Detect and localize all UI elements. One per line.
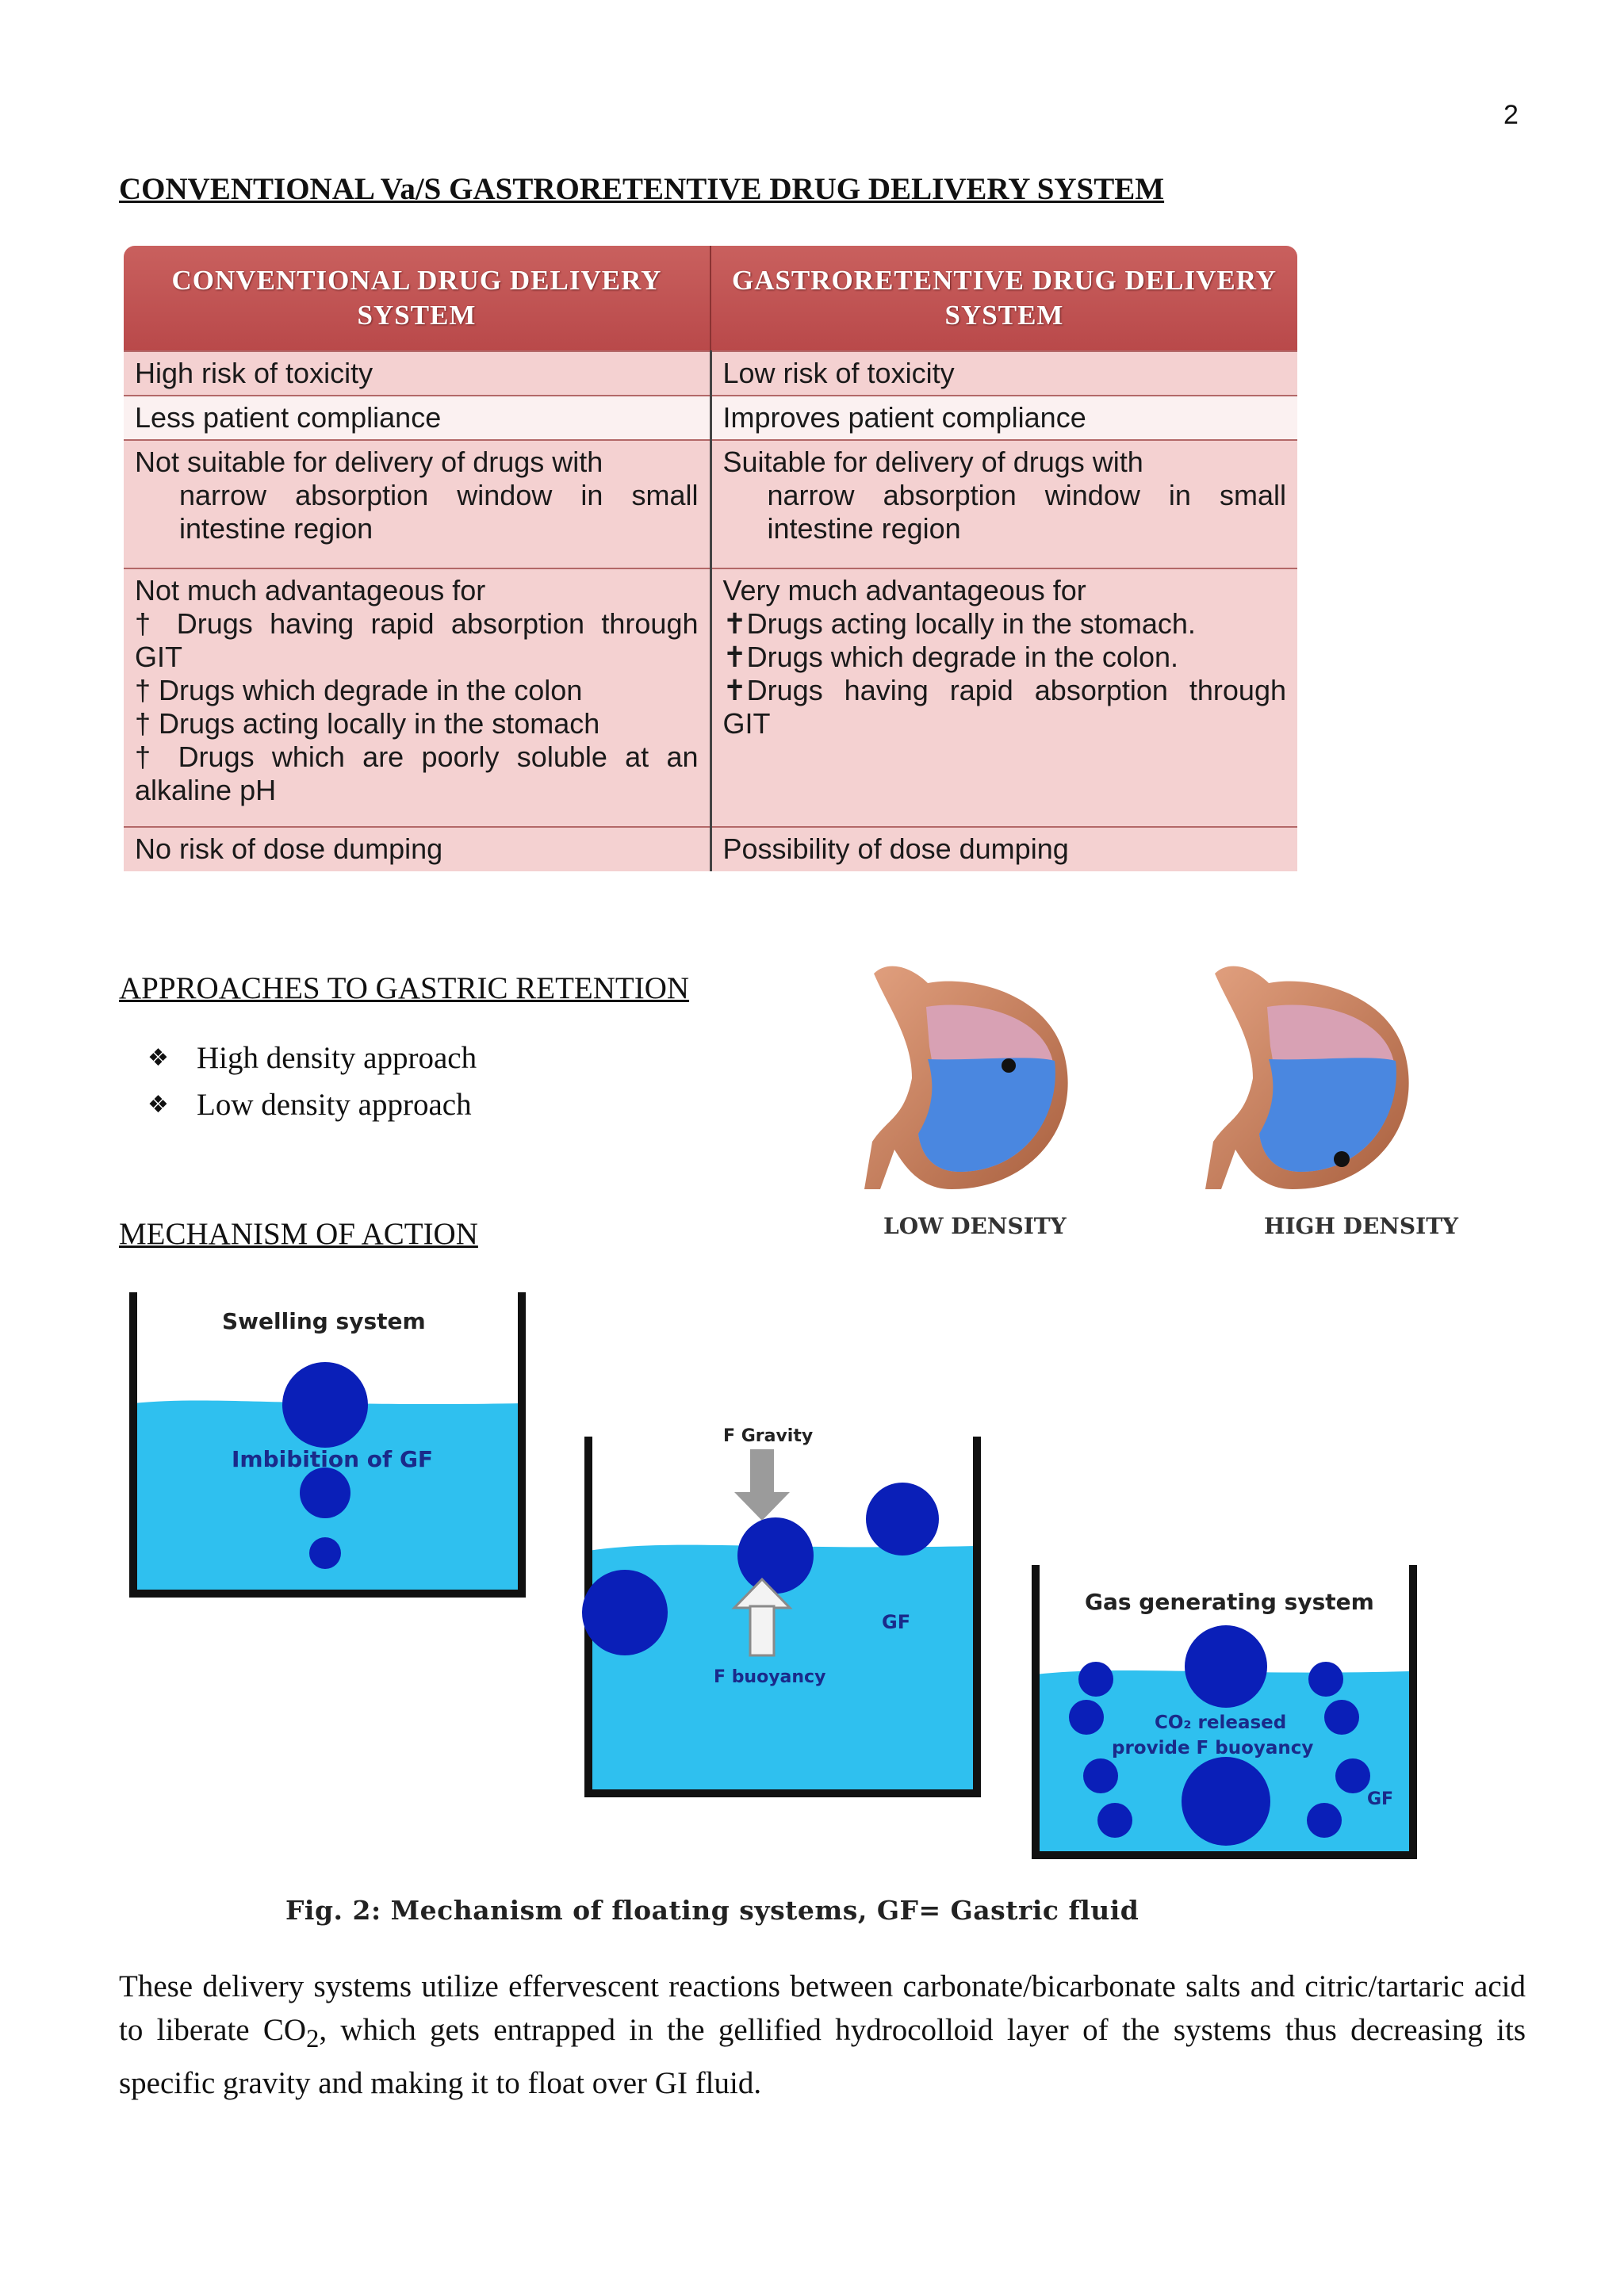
gas-generating-beaker: [1036, 1565, 1413, 1855]
cell-text: narrow absorption window in small intestine region: [179, 479, 699, 545]
table-cell: High risk of toxicity: [124, 351, 710, 396]
approaches-list: [147, 1040, 477, 1134]
mechanism-figure: [119, 1284, 1451, 1934]
table-cell: [710, 568, 1297, 827]
low-density-label: LOW DENSITY: [883, 1213, 1067, 1239]
page-number: 2: [1503, 100, 1519, 130]
table-cell: Low risk of toxicity: [710, 351, 1297, 396]
table-cell: Less patient compliance: [124, 396, 710, 440]
cell-list-item: † Drugs acting locally in the stomach: [135, 707, 600, 740]
diamond-bullet-icon: ❖: [147, 1091, 169, 1119]
table-cell: [710, 440, 1297, 568]
stomach-low-density: [864, 966, 1068, 1189]
table-row: [124, 568, 1297, 827]
stomach-high-density: [1205, 966, 1409, 1189]
gas-system-label: Gas generating system: [1085, 1589, 1374, 1615]
cell-list-item: † Drugs having rapid absorption through GIT: [135, 607, 699, 673]
figure-caption: Fig. 2: Mechanism of floating systems, GF= Gastric fluid: [285, 1895, 1139, 1926]
body-text: These delivery systems utilize effervescent reactions between carbonate/bicarbonate salts and citric/tartaric acid to liberate CO: [119, 1969, 1526, 2047]
imbibition-label: Imbibition of GF: [232, 1446, 434, 1472]
list-item: [147, 1087, 477, 1123]
cell-list-item: ✝Drugs acting locally in the stomach.: [722, 607, 1196, 640]
list-item-text: Low density approach: [197, 1088, 472, 1122]
table-row: [124, 396, 1297, 440]
cell-text: narrow absorption window in small intestine region: [767, 479, 1286, 545]
table-cell: Improves patient compliance: [710, 396, 1297, 440]
list-item: [147, 1040, 477, 1076]
cell-list-item: † Drugs which degrade in the colon: [135, 674, 583, 706]
gf-label: GF: [1367, 1789, 1394, 1809]
body-paragraph: [119, 1965, 1526, 2105]
high-density-label: HIGH DENSITY: [1264, 1213, 1459, 1239]
buoyancy-beaker: [582, 1426, 977, 1793]
co2-buoyancy-label: provide F buoyancy: [1112, 1738, 1314, 1758]
table-row: [124, 351, 1297, 396]
swelling-label: Swelling system: [222, 1308, 426, 1334]
comparison-table: [124, 246, 1297, 865]
approaches-heading: APPROACHES TO GASTRIC RETENTION: [119, 971, 690, 1005]
table-row: [124, 827, 1297, 871]
swelling-beaker: [133, 1292, 522, 1594]
table-row: [124, 440, 1297, 568]
buoyancy-label: F buoyancy: [714, 1667, 826, 1687]
gf-label: GF: [882, 1611, 911, 1633]
low-density-tablet: [1002, 1058, 1016, 1073]
table-cell: [124, 440, 710, 568]
page-title: CONVENTIONAL Va/S GASTRORETENTIVE DRUG DELIVERY SYSTEM: [119, 172, 1165, 206]
mechanism-illustration: [119, 1284, 1451, 1895]
co2-label: CO₂ released: [1155, 1712, 1287, 1733]
table-cell: Possibility of dose dumping: [710, 827, 1297, 871]
diamond-bullet-icon: ❖: [147, 1044, 169, 1072]
cell-list-item: † Drugs which are poorly soluble at an alkaline pH: [135, 740, 699, 806]
table-cell: [124, 568, 710, 827]
stomach-density-figure: [856, 959, 1507, 1253]
list-item-text: High density approach: [197, 1041, 477, 1075]
stomach-illustration: [856, 959, 1507, 1213]
mechanism-heading: MECHANISM OF ACTION: [119, 1217, 478, 1251]
cell-text: Suitable for delivery of drugs with: [722, 446, 1143, 478]
cell-text: Not suitable for delivery of drugs with: [135, 446, 603, 478]
table-cell: No risk of dose dumping: [124, 827, 710, 871]
cell-list-item: ✝Drugs which degrade in the colon.: [722, 641, 1178, 673]
body-text: , which gets entrapped in the gellified hydrocolloid layer of the systems thus decreasing its specific gravity and making it to float over GI fluid.: [119, 2013, 1526, 2100]
cell-list-item: ✝Drugs having rapid absorption through GIT: [722, 674, 1286, 740]
table-header-gastroretentive: GASTRORETENTIVE DRUG DELIVERY SYSTEM: [710, 246, 1297, 351]
table-header-conventional: CONVENTIONAL DRUG DELIVERY SYSTEM: [124, 246, 710, 351]
high-density-tablet: [1334, 1151, 1350, 1167]
body-subscript: 2: [306, 2024, 320, 2053]
gravity-label: F Gravity: [723, 1426, 814, 1446]
cell-text: Very much advantageous for: [722, 574, 1086, 607]
cell-text: Not much advantageous for: [135, 574, 486, 607]
